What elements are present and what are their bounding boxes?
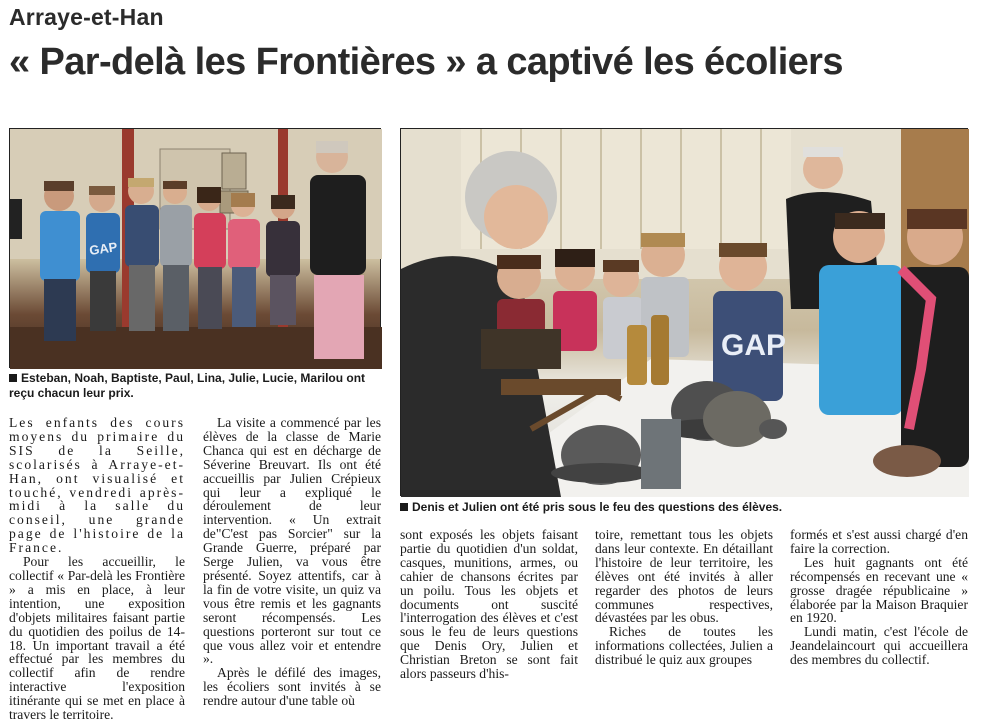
caption-text: Denis et Julien ont été pris sous le feu des questions des élèves. [412,500,783,514]
article-headline: « Par-delà les Frontières » a captivé les écoliers [9,41,843,83]
article-paragraph: Les enfants des cours moyens du primaire du SIS de la Seille, scolarisés à Arraye-et-Han, ont visualisé et touché, vendredi après-midi à la salle du conseil, une grande page de l'histoire de la France. [9,415,185,556]
article-paragraph: Lundi matin, c'est l'école de Jeandelaincourt qui accueillera des membres du collectif. [790,624,968,668]
article-column-2 [203,416,381,708]
photo-caption [9,371,381,401]
caption-text: Esteban, Noah, Baptiste, Paul, Lina, Julie, Lucie, Marilou ont reçu chacun leur prix. [9,371,366,400]
article-paragraph: Pour les accueillir, le collectif « Par-delà les Frontière » a mis en place, à leur intention, une exposition d'objets militaires faisant partie du quotidien des poilus de 14-18. Un important travail a été effectué par les membres du collectif afin de rendre interactive l'exposition itinérante qui se met en place à travers le territoire. [9,554,185,722]
svg-text:GAP: GAP [721,329,787,362]
article-column-3 [400,528,578,681]
photo-exhibition-illustration [401,129,969,497]
article-column-1 [9,416,185,722]
caption-square-icon [400,503,408,511]
article-paragraph: sont exposés les objets faisant partie du quotidien d'un soldat, casques, munitions, armes, ou cahier de chansons écrites par un poilu. Tous les objets et documents ont suscité l'interrogation des élèves et c'est sous le feu de leurs questions que Denis Ory, Julien et Christian Breton se sont fait alors passeurs d'his- [400,527,578,682]
photo-caption [400,500,968,515]
article-paragraph: Après le défilé des images, les écoliers sont invités à se rendre autour d'une table où [203,665,381,709]
photo-children-prizes-illustration [10,129,382,369]
photo2-shirt-text [721,329,786,362]
caption-square-icon [9,374,17,382]
article-column-5 [790,528,968,667]
photo-exhibition-table [400,128,968,496]
article-paragraph: toire, remettant tous les objets dans leur contexte. En détaillant l'histoire de leur territoire, les élèves ont été invités à aller regarder des photos de leurs communes respectives, dévastées par les obus. [595,527,773,626]
photo-children-prizes [9,128,381,368]
article-kicker: Arraye-et-Han [9,4,164,30]
article-paragraph: Les huit gagnants ont été récompensés en recevant une « grosse dragée républicaine » élaborée par la Maison Braquier en 1920. [790,554,968,626]
article-paragraph: La visite a commencé par les élèves de la classe de Marie Chanca qui est en décharge de Séverine Breuvart. Ils ont été accueillis par Julien Crépieux qui leur a expliqué le déroulement de leur intervention. « Un extrait de"C'est pas Sorcier" sur la Grande Guerre, préparé par Serge Julien, va vous être présenté. Soyez attentifs, car à la fin de votre visite, un quiz va vous être remis et les gagnants seront récompensés. Les questions porteront sur tout ce que vous allez voir et entendre ». [203,415,381,667]
article-paragraph: Riches de toutes les informations collectées, Julien a distribué le quiz aux groupes [595,624,773,668]
article-paragraph: formés et s'est aussi chargé d'en faire la correction. [790,527,968,556]
svg-text:GAP: GAP [88,239,119,258]
article-column-4 [595,528,773,667]
